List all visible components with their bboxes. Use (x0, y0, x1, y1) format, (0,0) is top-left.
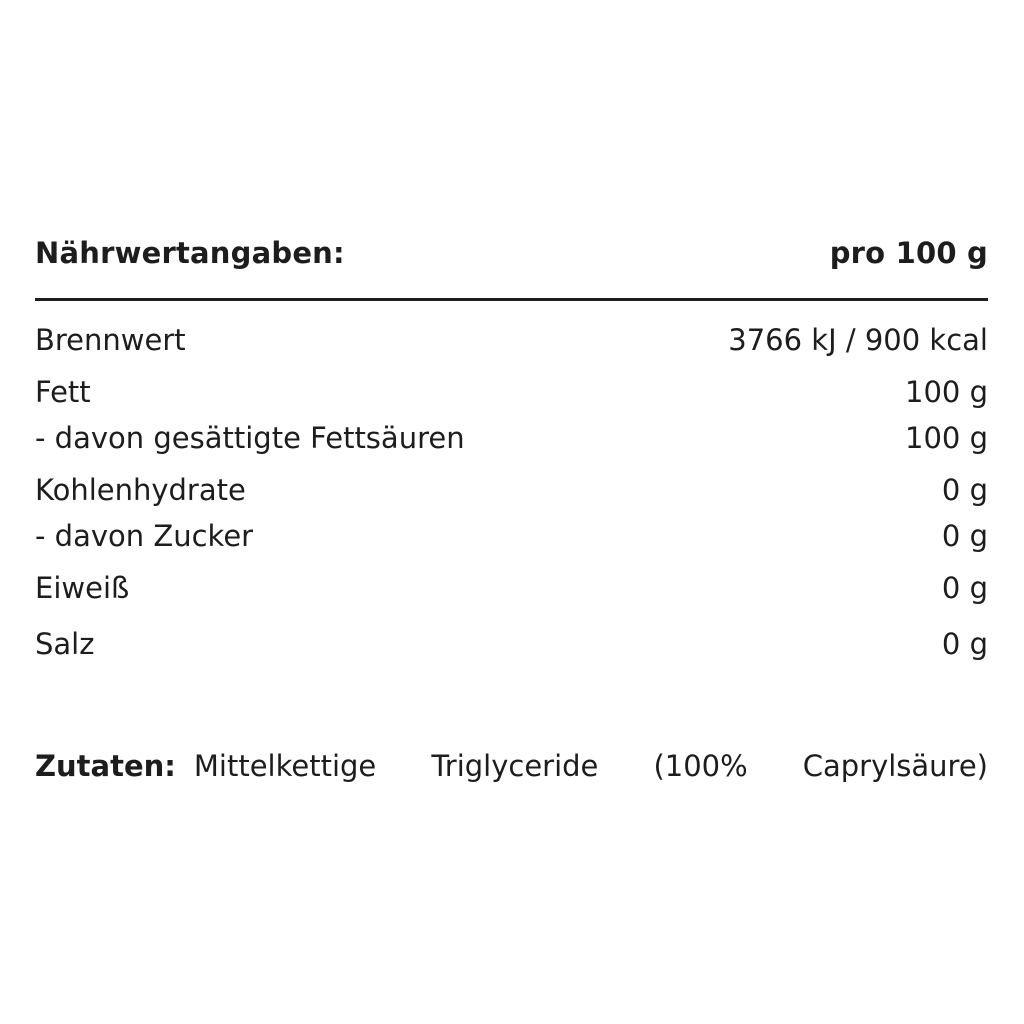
nutrition-row-zucker (35, 519, 988, 571)
nutrition-rows (35, 323, 988, 667)
nutrition-basis: pro 100 g (829, 236, 988, 270)
nutrient-value: 0 g (941, 627, 988, 661)
ingredients-text: Mittelkettige Triglyceride (100% Caprylsäure) (193, 749, 988, 783)
nutrient-value: 0 g (941, 519, 988, 553)
nutrition-header (35, 236, 988, 292)
nutrient-value: 0 g (941, 571, 988, 605)
nutrition-row-salz (35, 627, 988, 667)
nutrition-row-fett (35, 375, 988, 421)
nutrient-value: 100 g (905, 421, 988, 455)
nutrition-label (35, 236, 988, 783)
nutrient-value: 100 g (905, 375, 988, 409)
nutrition-row-kohlenhydrate (35, 473, 988, 519)
nutrient-name: - davon gesättigte Fettsäuren (35, 421, 465, 455)
nutrient-name: - davon Zucker (35, 519, 254, 553)
nutrition-row-brennwert (35, 323, 988, 375)
nutrient-name: Eiweiß (35, 571, 130, 605)
ingredients-line (35, 749, 988, 783)
header-divider (35, 298, 988, 301)
nutrition-title: Nährwertangaben: (35, 236, 345, 270)
ingredients-label: Zutaten: (35, 749, 176, 783)
nutrient-name: Brennwert (35, 323, 186, 357)
nutrient-name: Kohlenhydrate (35, 473, 246, 507)
nutrition-row-eiweiss (35, 571, 988, 627)
nutrition-row-gesaettigte-fettsaeuren (35, 421, 988, 473)
nutrient-name: Salz (35, 627, 95, 661)
nutrient-value: 0 g (941, 473, 988, 507)
nutrient-value: 3766 kJ / 900 kcal (728, 323, 988, 357)
nutrient-name: Fett (35, 375, 91, 409)
